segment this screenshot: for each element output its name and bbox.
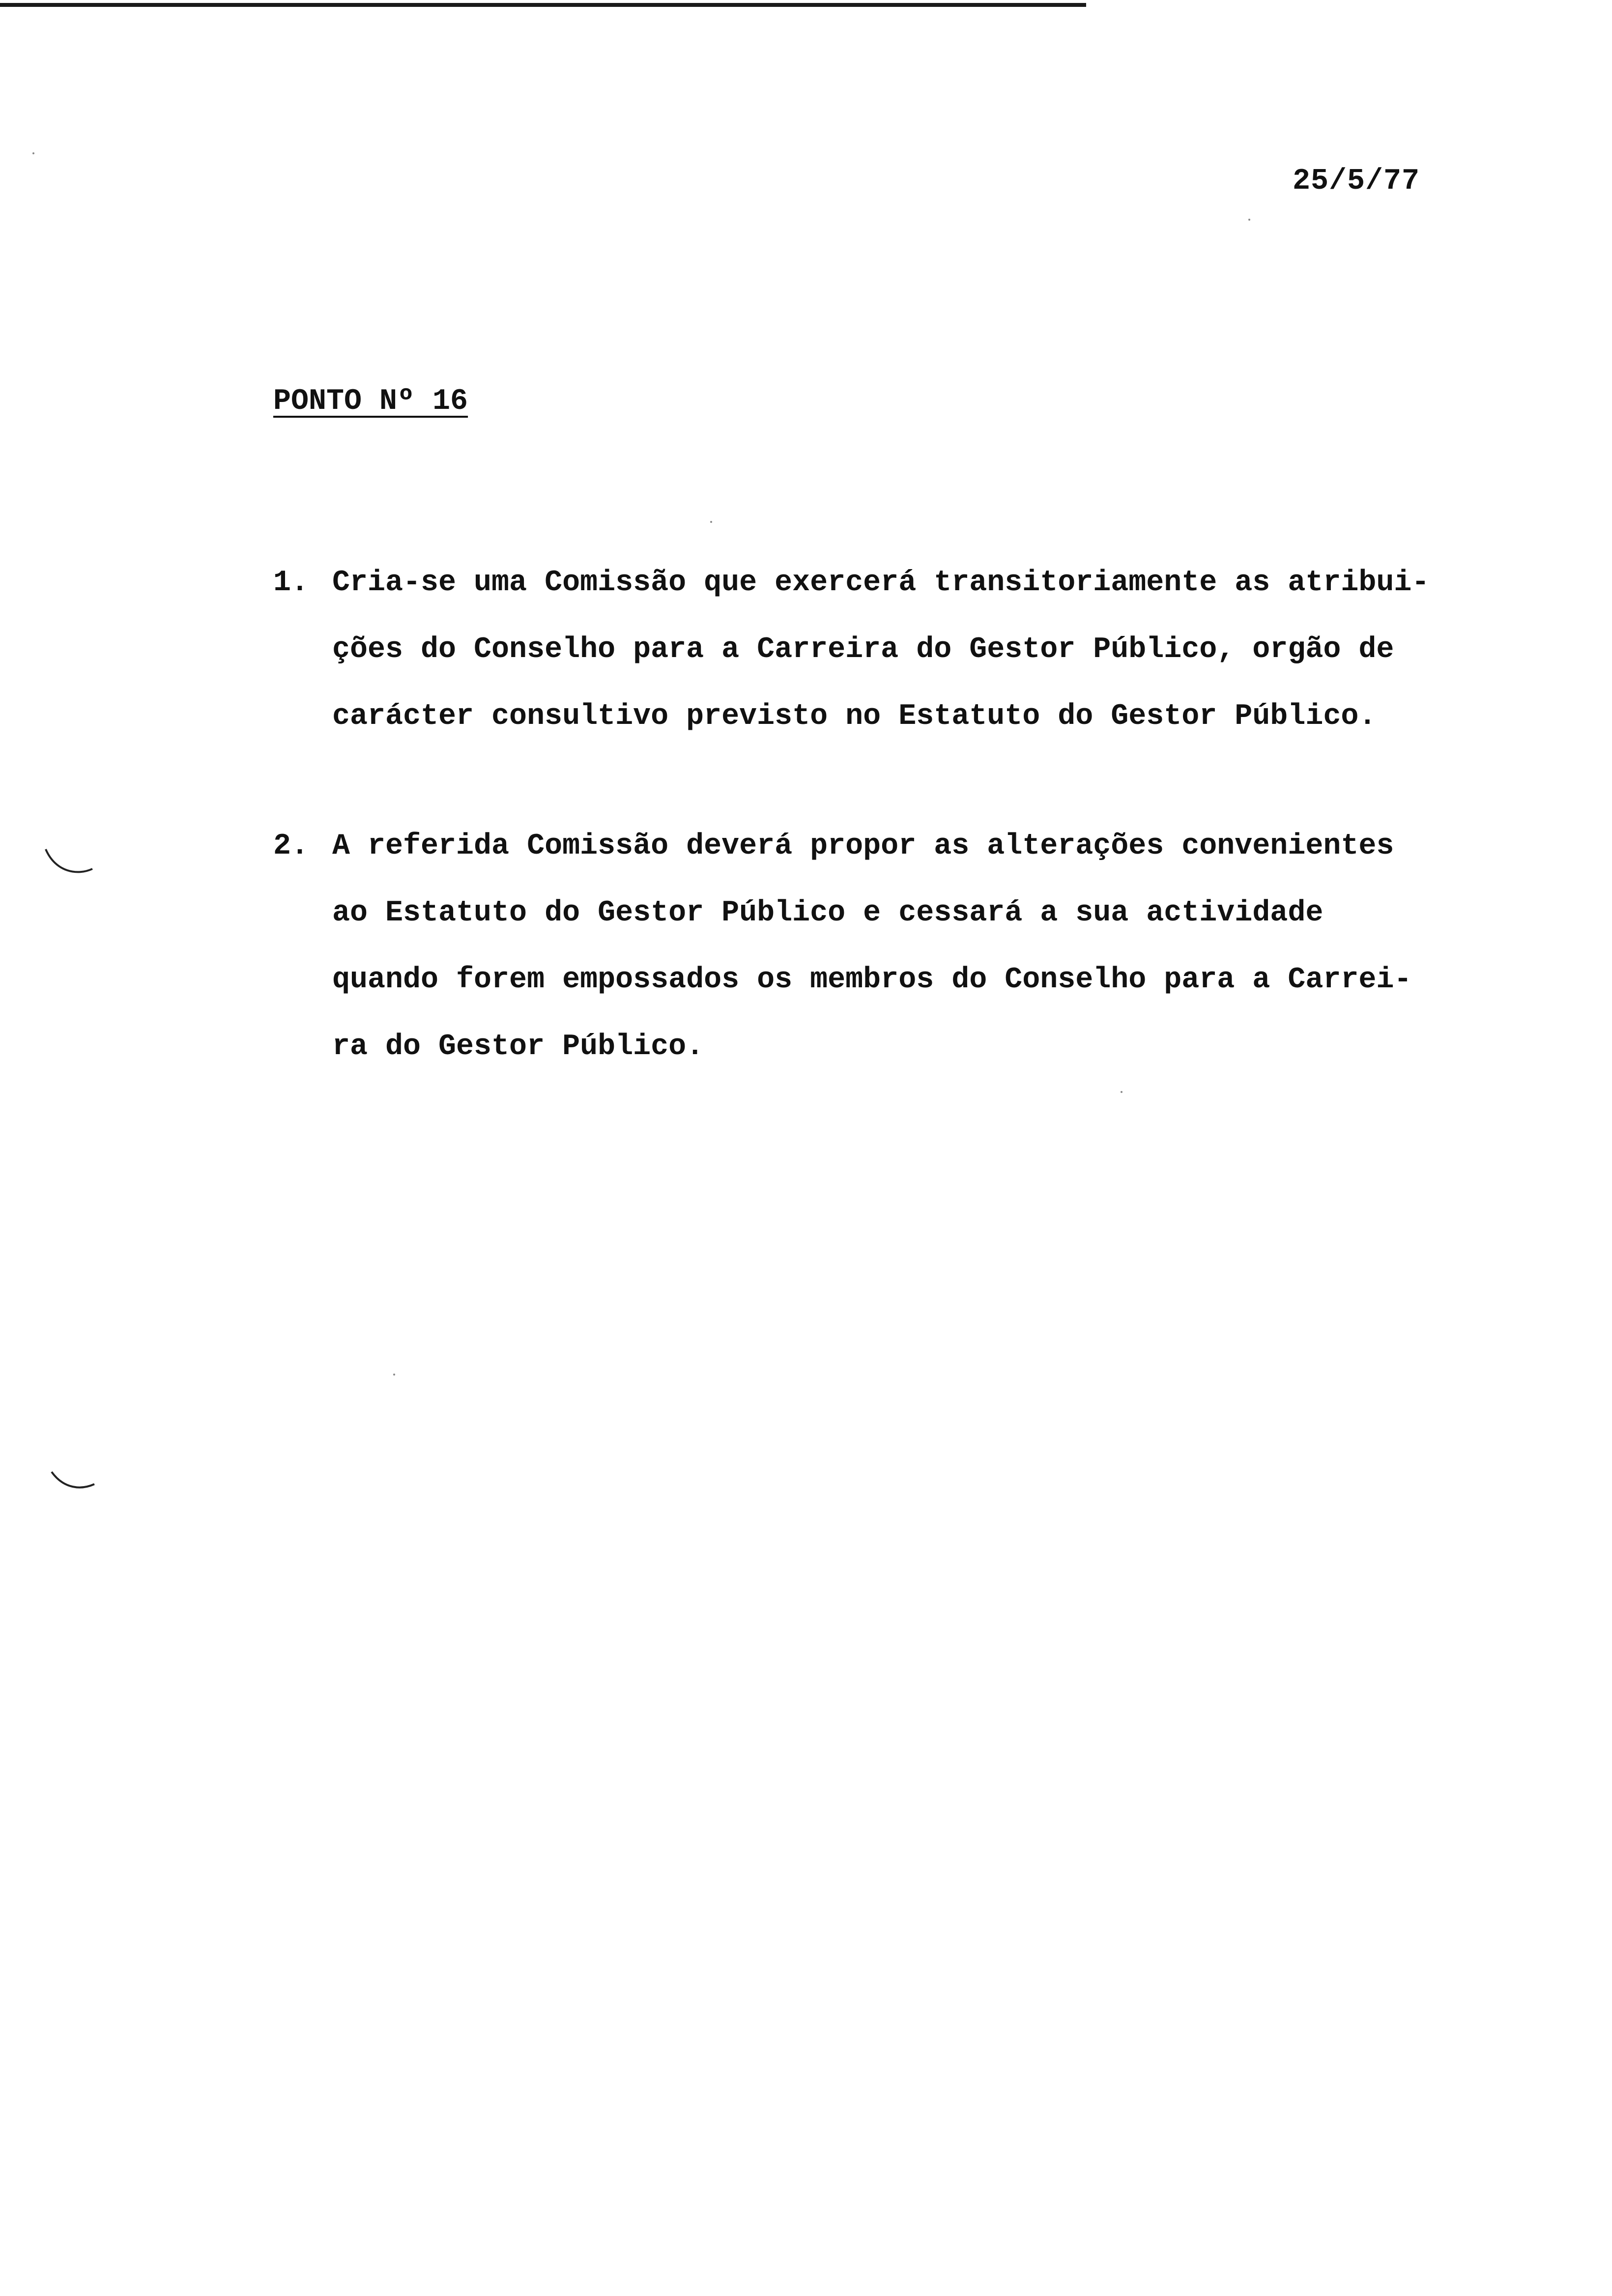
punch-hole-mark [43,845,97,880]
scan-speck [710,521,712,523]
scan-speck [1121,1091,1123,1093]
item-line: ao Estatuto do Gestor Público e cessará a sua actividade [332,896,1324,930]
scan-speck [32,152,34,154]
scan-speck [393,1374,395,1376]
item-number: 2. [273,830,309,863]
item-line: quando forem empossados os membros do Conselho para a Carrei- [332,963,1412,997]
point-heading: PONTO Nº 16 [273,385,468,418]
item-line: ra do Gestor Público. [332,1030,704,1063]
document-date: 25/5/77 [1293,165,1420,198]
item-number: 1. [273,566,309,600]
item-line: ções do Conselho para a Carreira do Gestor Público, orgão de [332,633,1394,666]
item-line: A referida Comissão deverá propor as alterações convenientes [332,830,1394,863]
top-border-rule [0,3,1086,7]
punch-hole-mark [49,1469,98,1499]
item-line: Cria-se uma Comissão que exercerá transitoriamente as atribui- [332,566,1430,600]
item-line: carácter consultivo previsto no Estatuto do Gestor Público. [332,700,1377,733]
scan-speck [1248,219,1250,221]
